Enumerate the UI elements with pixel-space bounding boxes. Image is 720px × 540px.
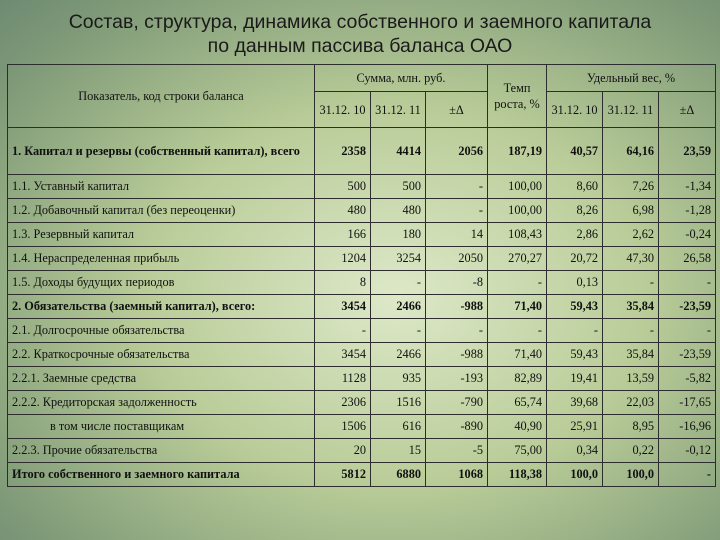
header-growth: Темп роста, % (488, 65, 547, 128)
cell-growth: 108,43 (488, 223, 547, 247)
cell-share-delta: -5,82 (659, 367, 716, 391)
cell-sum-2010: 166 (315, 223, 371, 247)
cell-share-2011: 64,16 (603, 128, 659, 175)
table-body (8, 128, 716, 487)
cell-sum-2010: 2358 (315, 128, 371, 175)
cell-share-2011: 22,03 (603, 391, 659, 415)
cell-share-2010: 40,57 (547, 128, 603, 175)
cell-sum-delta: - (426, 175, 488, 199)
cell-sum-2011: 616 (371, 415, 426, 439)
cell-sum-2011: - (371, 319, 426, 343)
row-label: 1. Капитал и резервы (собственный капитал), всего (8, 128, 315, 175)
row-label: 1.5. Доходы будущих периодов (8, 271, 315, 295)
title-line-2: по данным пассива баланса ОАО (207, 35, 513, 57)
cell-sum-2010: 3454 (315, 295, 371, 319)
header-sum-2010: 31.12. 10 (315, 92, 371, 128)
cell-sum-2010: 8 (315, 271, 371, 295)
header-share-2011: 31.12. 11 (603, 92, 659, 128)
header-share-2010: 31.12. 10 (547, 92, 603, 128)
cell-growth: 71,40 (488, 295, 547, 319)
cell-sum-2010: 1204 (315, 247, 371, 271)
cell-sum-2010: 3454 (315, 343, 371, 367)
row-label: 2.2.2. Кредиторская задолженность (8, 391, 315, 415)
row-label: Итого собственного и заемного капитала (8, 463, 315, 487)
cell-sum-2010: 2306 (315, 391, 371, 415)
cell-growth: 40,90 (488, 415, 547, 439)
cell-growth: 82,89 (488, 367, 547, 391)
row-label: 1.2. Добавочный капитал (без переоценки) (8, 199, 315, 223)
header-indicator: Показатель, код строки баланса (8, 65, 315, 128)
table-row (8, 128, 716, 175)
cell-sum-delta: 14 (426, 223, 488, 247)
cell-sum-delta: -5 (426, 439, 488, 463)
title-line-1: Состав, структура, динамика собственного и заемного капитала (68, 11, 652, 33)
cell-share-2011: 8,95 (603, 415, 659, 439)
cell-share-2011: 35,84 (603, 343, 659, 367)
row-label: 2.2.1. Заемные средства (8, 367, 315, 391)
cell-sum-delta: -193 (426, 367, 488, 391)
cell-sum-2010: 500 (315, 175, 371, 199)
cell-share-delta: -23,59 (659, 343, 716, 367)
cell-share-2010: 8,26 (547, 199, 603, 223)
cell-sum-2011: 15 (371, 439, 426, 463)
cell-share-2010: 0,13 (547, 271, 603, 295)
cell-share-2010: 0,34 (547, 439, 603, 463)
cell-growth: 100,00 (488, 199, 547, 223)
table-row (8, 223, 716, 247)
cell-growth: 270,27 (488, 247, 547, 271)
cell-growth: - (488, 271, 547, 295)
header-sum-2011: 31.12. 11 (371, 92, 426, 128)
cell-share-2010: 100,0 (547, 463, 603, 487)
cell-share-2011: 35,84 (603, 295, 659, 319)
cell-share-delta: -0,12 (659, 439, 716, 463)
cell-sum-2011: 500 (371, 175, 426, 199)
cell-sum-2011: 180 (371, 223, 426, 247)
cell-share-delta: -0,24 (659, 223, 716, 247)
cell-share-2011: 2,62 (603, 223, 659, 247)
cell-share-2010: 20,72 (547, 247, 603, 271)
table-row (8, 415, 716, 439)
cell-share-2010: 8,60 (547, 175, 603, 199)
cell-share-2010: - (547, 319, 603, 343)
cell-sum-2010: 20 (315, 439, 371, 463)
page-title (0, 10, 720, 58)
cell-sum-2011: 935 (371, 367, 426, 391)
cell-sum-2011: 480 (371, 199, 426, 223)
table-row (8, 271, 716, 295)
row-label: 1.1. Уставный капитал (8, 175, 315, 199)
header-sum-group: Сумма, млн. руб. (315, 65, 488, 92)
header-share-group: Удельный вес, % (547, 65, 716, 92)
cell-sum-2011: 1516 (371, 391, 426, 415)
cell-share-delta: -1,28 (659, 199, 716, 223)
cell-growth: 187,19 (488, 128, 547, 175)
row-label: 2.1. Долгосрочные обязательства (8, 319, 315, 343)
cell-share-delta: -16,96 (659, 415, 716, 439)
cell-sum-2010: - (315, 319, 371, 343)
table-row (8, 367, 716, 391)
cell-share-2010: 59,43 (547, 343, 603, 367)
cell-share-2011: 13,59 (603, 367, 659, 391)
cell-share-2011: 47,30 (603, 247, 659, 271)
cell-sum-delta: -890 (426, 415, 488, 439)
row-label: 1.4. Нераспределенная прибыль (8, 247, 315, 271)
cell-share-2011: 7,26 (603, 175, 659, 199)
cell-sum-2011: 4414 (371, 128, 426, 175)
cell-share-2011: - (603, 319, 659, 343)
cell-sum-delta: - (426, 319, 488, 343)
table-row (8, 319, 716, 343)
capital-table (7, 64, 716, 487)
cell-share-2011: 0,22 (603, 439, 659, 463)
cell-sum-2011: 6880 (371, 463, 426, 487)
cell-share-delta: - (659, 271, 716, 295)
header-sum-delta: ±Δ (426, 92, 488, 128)
cell-sum-delta: 2050 (426, 247, 488, 271)
cell-sum-2011: 2466 (371, 295, 426, 319)
header-share-delta: ±Δ (659, 92, 716, 128)
cell-share-delta: -17,65 (659, 391, 716, 415)
table-row (8, 439, 716, 463)
cell-sum-delta: -988 (426, 295, 488, 319)
cell-sum-2010: 1128 (315, 367, 371, 391)
cell-growth: 75,00 (488, 439, 547, 463)
cell-share-delta: 26,58 (659, 247, 716, 271)
cell-growth: 65,74 (488, 391, 547, 415)
cell-sum-2011: 3254 (371, 247, 426, 271)
table-row (8, 175, 716, 199)
cell-sum-2010: 480 (315, 199, 371, 223)
cell-growth: 100,00 (488, 175, 547, 199)
cell-share-2010: 59,43 (547, 295, 603, 319)
cell-sum-2011: - (371, 271, 426, 295)
table-row (8, 391, 716, 415)
cell-growth: 71,40 (488, 343, 547, 367)
row-label: 2.2.3. Прочие обязательства (8, 439, 315, 463)
cell-share-2011: - (603, 271, 659, 295)
cell-sum-2010: 1506 (315, 415, 371, 439)
row-label: 1.3. Резервный капитал (8, 223, 315, 247)
cell-sum-delta: -988 (426, 343, 488, 367)
table-row (8, 295, 716, 319)
cell-share-delta: -23,59 (659, 295, 716, 319)
cell-share-delta: - (659, 463, 716, 487)
cell-sum-delta: 1068 (426, 463, 488, 487)
cell-share-delta: -1,34 (659, 175, 716, 199)
cell-growth: 118,38 (488, 463, 547, 487)
cell-share-2010: 25,91 (547, 415, 603, 439)
cell-share-2010: 19,41 (547, 367, 603, 391)
cell-share-2010: 2,86 (547, 223, 603, 247)
cell-share-delta: - (659, 319, 716, 343)
table-row (8, 343, 716, 367)
row-label: 2. Обязательства (заемный капитал), всего: (8, 295, 315, 319)
cell-sum-delta: - (426, 199, 488, 223)
cell-sum-2011: 2466 (371, 343, 426, 367)
cell-growth: - (488, 319, 547, 343)
cell-sum-delta: -8 (426, 271, 488, 295)
cell-sum-delta: 2056 (426, 128, 488, 175)
table-row (8, 247, 716, 271)
cell-share-2010: 39,68 (547, 391, 603, 415)
cell-share-2011: 100,0 (603, 463, 659, 487)
row-label: 2.2. Краткосрочные обязательства (8, 343, 315, 367)
table-row (8, 199, 716, 223)
row-label: в том числе поставщикам (8, 415, 315, 439)
table-row-total (8, 463, 716, 487)
cell-sum-2010: 5812 (315, 463, 371, 487)
cell-sum-delta: -790 (426, 391, 488, 415)
cell-share-2011: 6,98 (603, 199, 659, 223)
cell-share-delta: 23,59 (659, 128, 716, 175)
